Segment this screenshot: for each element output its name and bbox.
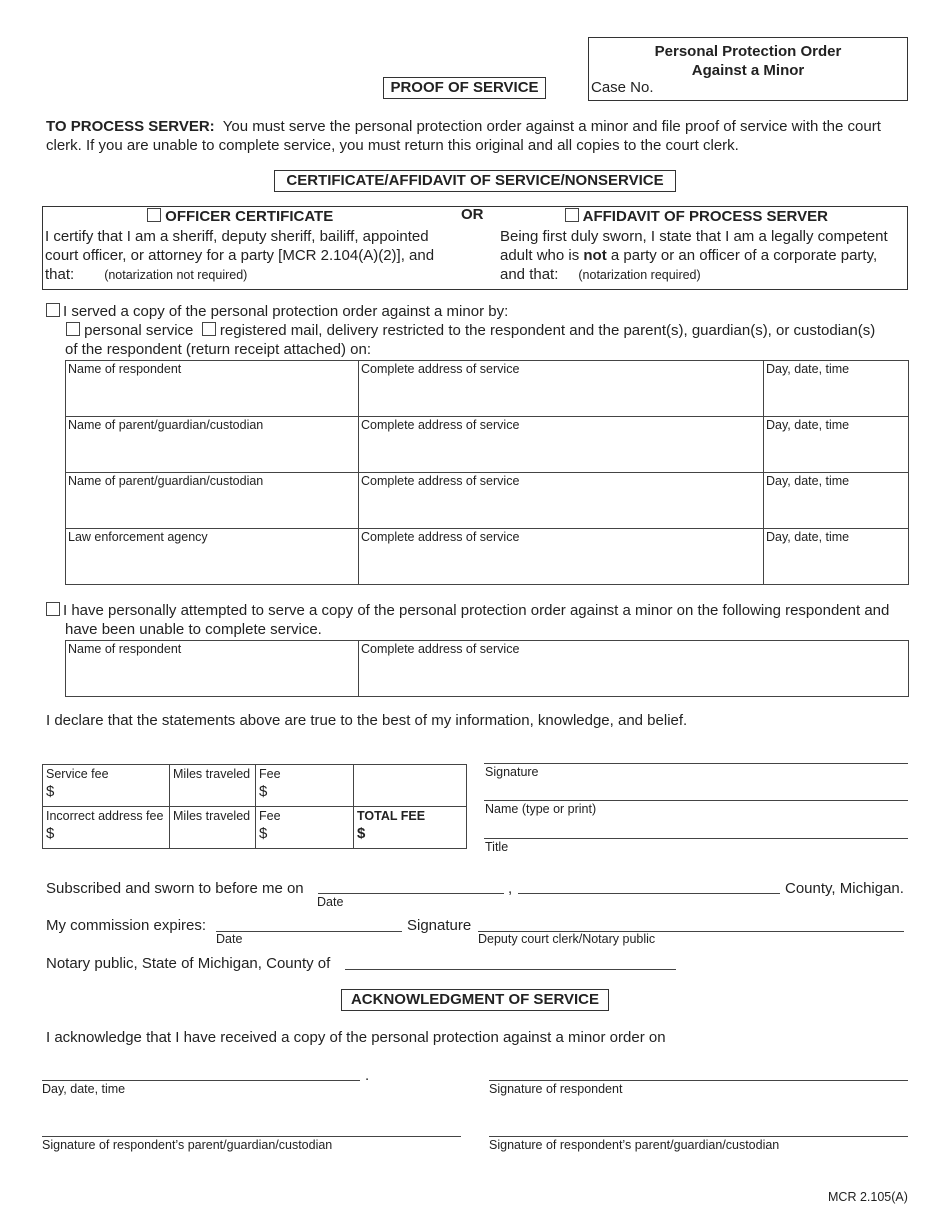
attempt-respondent-field[interactable]: Name of respondent [66,641,359,697]
commission-date-label: Date [216,932,243,946]
datetime-field[interactable]: Day, date, time [764,473,909,529]
parent-signature-line-2[interactable] [489,1136,908,1137]
attempt-section: I have personally attempted to serve a copy of the personal protection order against a minor on the following respondent and have been unable to complete service. [46,601,889,639]
table-row [66,529,909,585]
address-field[interactable]: Complete address of service [359,529,764,585]
signature-label: Signature [485,765,539,779]
commission-expires-label: My commission expires: [46,917,207,934]
affidavit-text: Being first duly sworn, I state that I am a legally competent adult who is not a party or an officer of a corporate party, and that: (notarization required) [500,228,888,283]
datetime-field[interactable]: Day, date, time [764,361,909,417]
datetime-field[interactable]: Day, date, time [764,529,909,585]
commission-date-line[interactable] [216,931,402,932]
or-label: OR [461,206,484,223]
fee-table [42,764,467,849]
certificate-title: CERTIFICATE/AFFIDAVIT OF SERVICE/NONSERVICE [274,170,676,192]
personal-service-checkbox[interactable] [66,322,80,336]
officer-certificate-title: OFFICER CERTIFICATE [147,208,333,225]
instructions [46,117,916,155]
table-row [66,417,909,473]
proof-of-service-title: PROOF OF SERVICE [383,77,546,99]
officer-text: I certify that I am a sheriff, deputy sheriff, bailiff, appointed court officer, or attorney for a party [MCR 2.104(A)(2)], and that: (notarization not required) [45,228,435,283]
served-section: I served a copy of the personal protection order against a minor by: personal service registered mail, delivery restricted to the respondent and the parent(s), guardian(s), or custodian(s) of the respondent (return receipt attached) on: [46,302,875,359]
subscribed-text: Subscribed and sworn to before me on [46,880,304,897]
address-field[interactable]: Complete address of service [359,361,764,417]
service-table [65,360,909,585]
registered-mail-checkbox[interactable] [202,322,216,336]
table-row [66,473,909,529]
mileage-fee-field[interactable]: Fee $ [256,807,354,849]
form-title: Personal Protection Order Against a Minor [654,43,842,79]
table-row [66,641,909,697]
law-enforcement-field[interactable]: Law enforcement agency [66,529,359,585]
address-field[interactable]: Complete address of service [359,473,764,529]
affidavit-notarization-note: (notarization required) [578,268,701,282]
parent-name-field[interactable]: Name of parent/guardian/custodian [66,417,359,473]
attempt-checkbox[interactable] [46,602,60,616]
respondent-signature-line[interactable] [489,1080,908,1081]
county-michigan: County, Michigan. [785,880,904,897]
incorrect-address-fee-field[interactable]: Incorrect address fee $ [43,807,170,849]
mileage-fee-field[interactable]: Fee $ [256,765,354,807]
deputy-clerk-label: Deputy court clerk/Notary public [478,932,656,946]
parent-signature-label-1: Signature of respondent’s parent/guardian/custodian [42,1138,333,1152]
notary-county-label: Notary public, State of Michigan, County of [46,955,331,972]
total-fee-field[interactable]: TOTAL FEE $ [354,807,467,849]
ack-date-label: Day, date, time [42,1082,126,1096]
affidavit-checkbox[interactable] [565,208,579,222]
affidavit-title: AFFIDAVIT OF PROCESS SERVER [565,208,828,225]
fee-blank-cell [354,765,467,807]
subscribed-date-line[interactable] [318,893,504,894]
instructions-line2: clerk. If you are unable to complete service, you must return this original and all copies to the court clerk. [46,137,739,154]
title-label: Title [485,840,509,854]
acknowledgment-text: I acknowledge that I have received a copy of the personal protection against a minor order on [46,1029,666,1046]
name-line[interactable] [484,838,908,839]
notary-county-line[interactable] [345,969,676,970]
acknowledgment-title: ACKNOWLEDGMENT OF SERVICE [341,989,609,1011]
attempt-table [65,640,909,697]
notary-signature-label: Signature [407,917,472,934]
officer-notarization-note: (notarization not required) [104,268,248,282]
declaration: I declare that the statements above are true to the best of my information, knowledge, and belief. [46,712,688,729]
ack-period: . [365,1067,370,1084]
parent-signature-line-1[interactable] [42,1136,461,1137]
instructions-lead: TO PROCESS SERVER: [46,118,215,135]
signature-line[interactable] [484,800,908,801]
officer-certificate-checkbox[interactable] [147,208,161,222]
table-row [66,361,909,417]
county-line[interactable] [518,893,780,894]
form-number: MCR 2.105(A) [828,1190,908,1204]
name-label: Name (type or print) [485,802,597,816]
subscribed-date-label: Date [317,895,344,909]
respondent-signature-label: Signature of respondent [489,1082,623,1096]
datetime-field[interactable]: Day, date, time [764,417,909,473]
instructions-line1: You must serve the personal protection order against a minor and file proof of service with the court [222,118,881,135]
parent-name-field[interactable]: Name of parent/guardian/custodian [66,473,359,529]
signature-top-line [484,763,908,764]
served-checkbox[interactable] [46,303,60,317]
comma: , [508,880,513,897]
case-box [588,37,908,101]
service-fee-field[interactable]: Service fee $ [43,765,170,807]
attempt-address-field[interactable]: Complete address of service [359,641,909,697]
case-no-label: Case No. [591,79,654,96]
parent-signature-label-2: Signature of respondent’s parent/guardian/custodian [489,1138,780,1152]
address-field[interactable]: Complete address of service [359,417,764,473]
miles-traveled-field[interactable]: Miles traveled [170,765,256,807]
respondent-name-field[interactable]: Name of respondent [66,361,359,417]
ack-date-line[interactable] [42,1080,360,1081]
miles-traveled-field[interactable]: Miles traveled [170,807,256,849]
